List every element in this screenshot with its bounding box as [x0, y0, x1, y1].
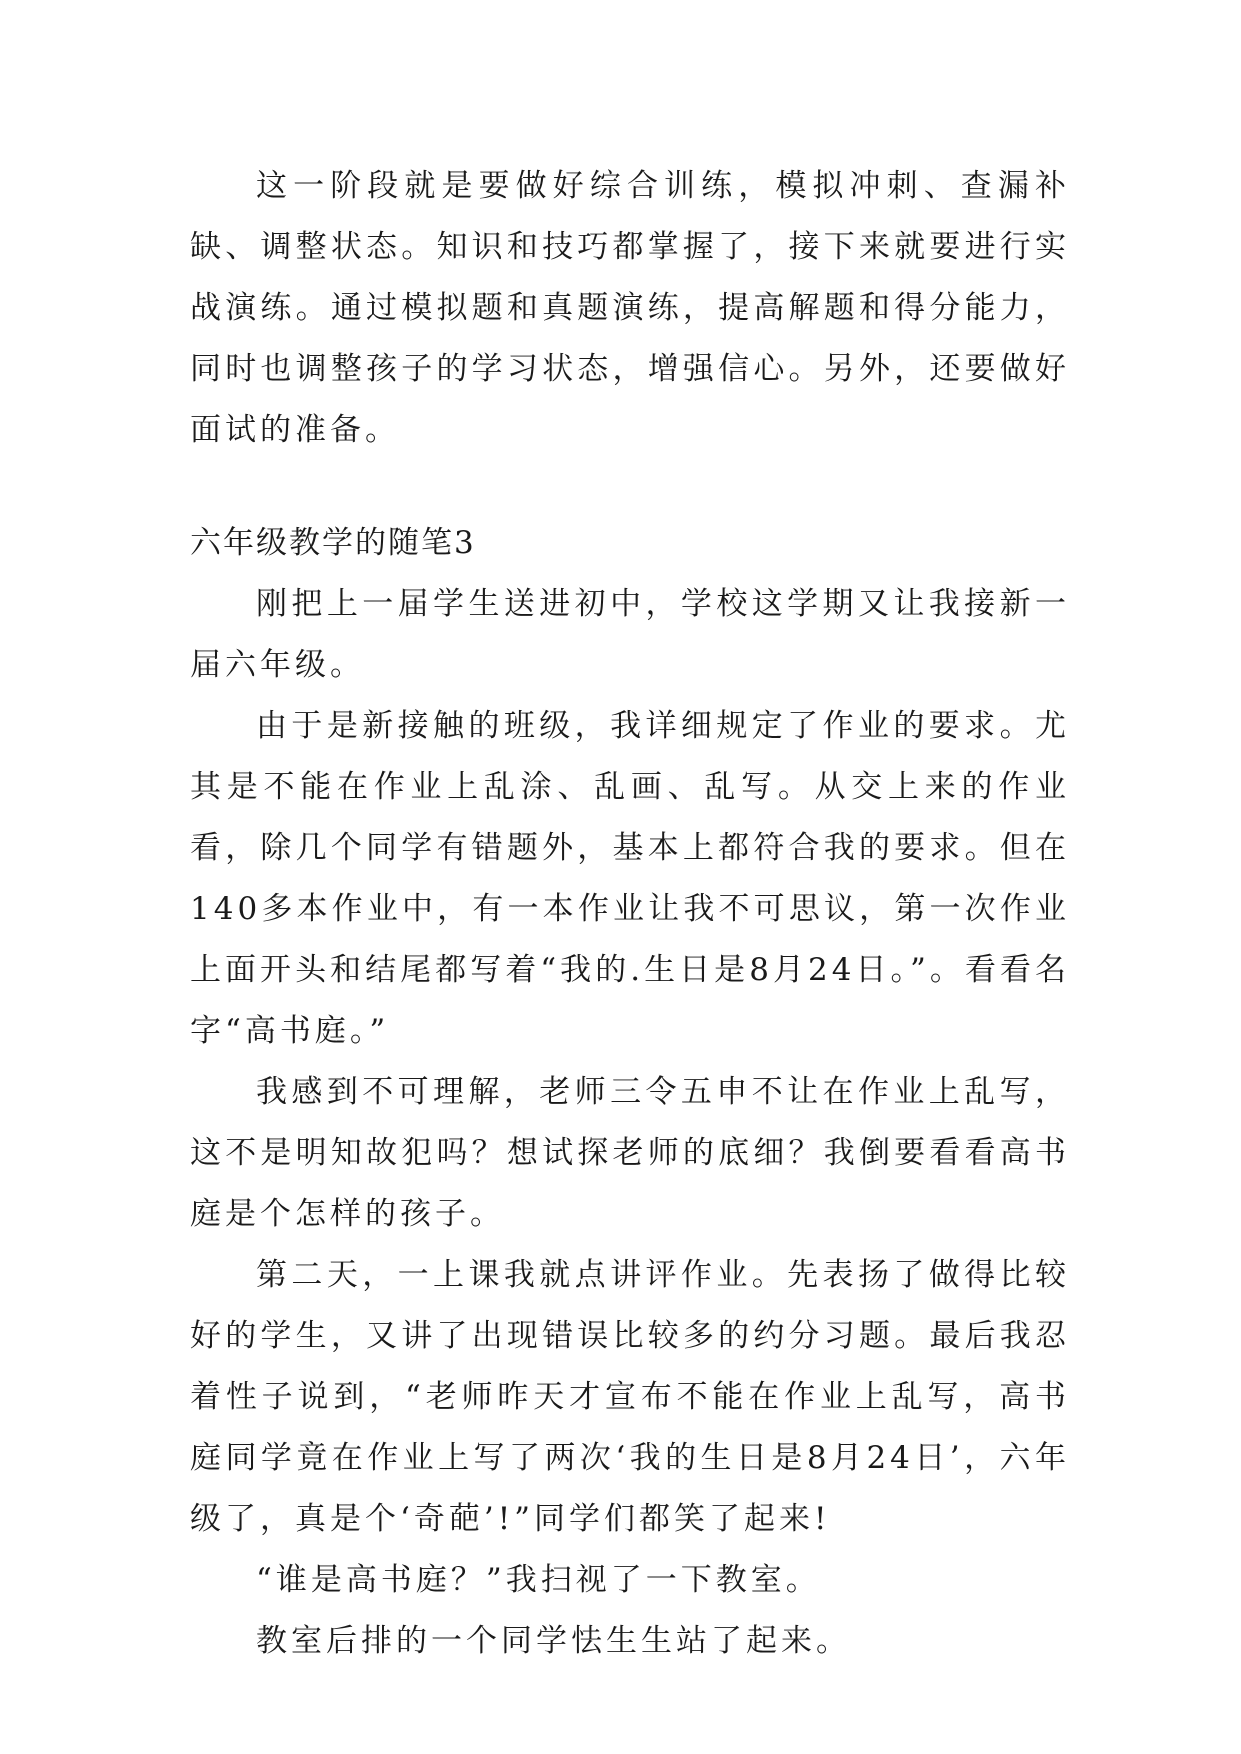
- paragraph: “谁是高书庭？”我扫视了一下教室。: [256, 1562, 821, 1598]
- paragraph-intro: 这一阶段就是要做好综合训练，模拟冲刺、查漏补缺、调整状态。知识和技巧都掌握了，接下来就要进行实战演练。通过模拟题和真题演练，提高解题和得分能力，同时也调整孩子的学习状态，增强信心。另外，还要做好面试的准备。: [190, 168, 1070, 448]
- paragraph: 教室后排的一个同学怯生生站了起来。: [256, 1623, 851, 1659]
- paragraph: 刚把上一届学生送进初中，学校这学期又让我接新一届六年级。: [190, 586, 1070, 683]
- paragraph: 我感到不可理解，老师三令五申不让在作业上乱写，这不是明知故犯吗？想试探老师的底细？我倒要看看高书庭是个怎样的孩子。: [190, 1074, 1070, 1232]
- paragraph: 由于是新接触的班级，我详细规定了作业的要求。尤其是不能在作业上乱涂、乱画、乱写。从交上来的作业看，除几个同学有错题外，基本上都符合我的要求。但在140多本作业中，有一本作业让我不可思议，第一次作业上面开头和结尾都写着“我的.生日是8月24日。”。看看名字“高书庭。”: [190, 708, 1070, 1049]
- section-heading: 六年级教学的随笔3: [190, 525, 476, 561]
- document-body: [190, 156, 1070, 1672]
- paragraph: 第二天，一上课我就点讲评作业。先表扬了做得比较好的学生，又讲了出现错误比较多的约分习题。最后我忍着性子说到，“老师昨天才宣布不能在作业上乱写，高书庭同学竟在作业上写了两次‘我的生日是8月24日’，六年级了，真是个‘奇葩’!”同学们都笑了起来!: [190, 1257, 1070, 1537]
